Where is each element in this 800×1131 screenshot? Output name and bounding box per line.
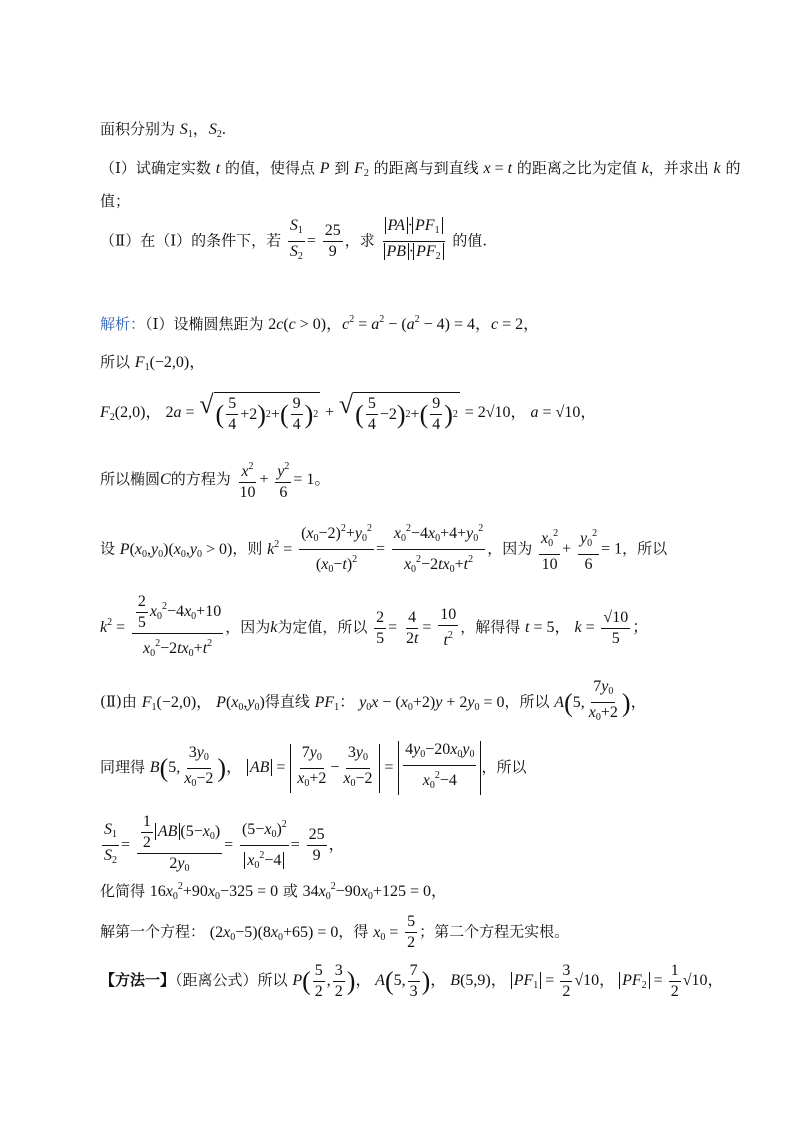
text-line-9: 设 $P(x_0,y_0)(x_0,y_0 > 0)$，则 $k^2$ = $\frac{(x_0-2)^2+y_0^2}{(x_0-t)^2}$ = $\frac{x_0^2-4x_0+4+y_0^2}{x_0^2-2tx_0+t^2}$ ，因为 $\frac{x_0^2}{10}$ + $\frac{y_0^2}{6}$ = 1，所以 (100, 520, 730, 579)
text-line-1: 面积分别为 $S_1$，$S_2$. (100, 120, 226, 140)
text-line-15: 解第一个方程： $(2x_0-5)(8x_0+65) = 0$，得 $x_0$ = $\frac{5}{2}$ ；第二个方程无实根。 (100, 913, 570, 951)
text-line-10: $k^2$ = $\frac{2}{5}$ $x_0^2-4x_0+10$ $x_0^2-2tx_0+t^2$ ，因为k为定值，所以 $\frac{2}{5}$ = $\frac{4}{2t}$ = $\frac{10}{t^2}$ ，解得得 t = 5， k = $\frac{√10}{5}$ ； (100, 593, 649, 659)
text-line-11: (Ⅱ)由 $F_1(-2,0)$， $P(x_0,y_0)$得直线 $PF_1$： $y_0x - (x_0+2)y + 2y_0 = 0$，所以 A(5, $\frac{7y_0}{x_0+2}$ )， (100, 678, 647, 723)
text-line-5: 解析：（Ⅰ）设椭圆焦距为 2c(c > 0)，$c^2 = a^2 - (a^2 - 4) = 4$，c = 2， (100, 314, 540, 333)
method-one-label: 【方法一】 (100, 971, 176, 990)
text-line-6: 所以 $F_1(-2,0)$， (100, 353, 206, 373)
math-s1-s2: $S_1$，$S_2$. (179, 121, 226, 140)
text-line-2: （Ⅰ）试确定实数 t 的值，使得点 P 到 $F_2$ 的距离与到直线 x = t 的距离之比为定值 k，并求出 k 的 (100, 159, 741, 179)
text-line-12: 同理得 B(5, $\frac{3y_0}{x_0-2}$ )， AB = $\frac{7y_0}{x_0+2}$ − $\frac{3y_0}{x_0-2}$ = $\frac{4y_0-20x_0y_0}{x_0^2-4}$ ，所以 (100, 741, 730, 795)
text-line-16: 【方法一】（距离公式）所以 P( $\frac{5}{2}$ , $\frac{3}{2}$ )， A(5, $\frac{7}{3}$ )， B(5,9)， $PF_1$ = $\frac{3}{2}$ √10， $PF_2$ = $\frac{1}{2}$ √10， (100, 962, 724, 1000)
text-line-3: 值； (100, 192, 131, 210)
text-line-13: $\frac{S_1}{S_2}$ = $\frac{1}{2}$ AB $(5-x_0)$ $2y_0$ = $\frac{(5-x_0)^2}{x_0^2-4}$ = $\frac{25}{9}$ ， (104, 813, 345, 874)
text-line-4: （Ⅱ）在（Ⅰ）的条件下，若 $\frac{S_1}{S_2}$ = $\frac{25}{9}$ ，求 $\frac{PA \cdot PF_1}{PB \cdot PF_2}$ 的值. (100, 217, 488, 262)
analysis-label: 解析： (100, 315, 146, 333)
text-line-14: 化简得 $16x_0^2+90x_0-325 = 0$ 或 $34x_0^2-90x_0+125 = 0$， (100, 881, 447, 902)
text-line-8: 所以椭圆C的方程为 $\frac{x^2}{10}$ + $\frac{y^2}{6}$ = 1。 (100, 458, 730, 502)
text-line-7: $F_2(2,0)$， 2a = √ ( $\frac{5}{4}$ +2 ) 2 + ( $\frac{9}{4}$ ) 2 + √ ( $\frac{5}{4}$ −2 ) 2 + ( $\frac{9}{4}$ ) 2 = 2√10， a = √10， (100, 390, 597, 433)
